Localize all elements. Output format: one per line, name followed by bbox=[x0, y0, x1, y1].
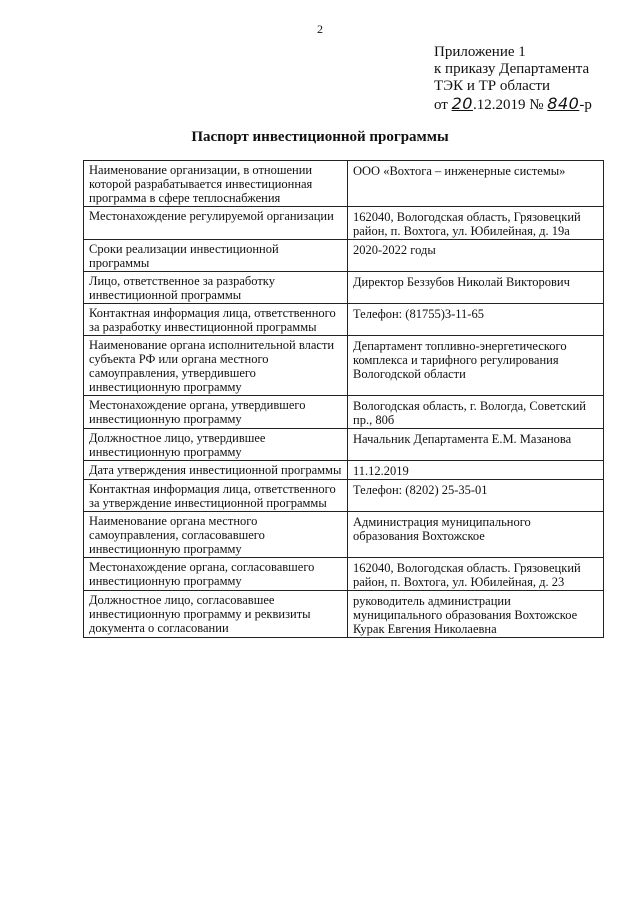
page-number: 2 bbox=[317, 22, 323, 36]
row-label: Наименование организации, в отношении которой разрабатывается инвестиционная программа в сфере теплоснабжения bbox=[84, 161, 348, 207]
order-suffix: -р bbox=[579, 97, 592, 113]
row-value: Департамент топливно-энергетического комплекса и тарифного регулирования Вологодской области bbox=[348, 336, 604, 396]
table-row bbox=[84, 429, 604, 461]
appendix-block bbox=[434, 44, 592, 114]
table-row bbox=[84, 161, 604, 207]
row-label: Наименование органа исполнительной власти субъекта РФ или органа местного самоуправления, утвердившего инвестиционную программу bbox=[84, 336, 348, 396]
row-label: Контактная информация лица, ответственного за разработку инвестиционной программы bbox=[84, 304, 348, 336]
row-value: Телефон: (81755)3-11-65 bbox=[348, 304, 604, 336]
row-value: 162040, Вологодская область, Грязовецкий район, п. Вохтога, ул. Юбилейная, д. 19а bbox=[348, 207, 604, 240]
table-row bbox=[84, 336, 604, 396]
row-value: Администрация муниципального образования Вохтожское bbox=[348, 512, 604, 558]
appendix-line-3: ТЭК и ТР области bbox=[434, 78, 550, 94]
table-row bbox=[84, 240, 604, 272]
row-label: Наименование органа местного самоуправления, согласовавшего инвестиционную программу bbox=[84, 512, 348, 558]
date-prefix: от bbox=[434, 97, 448, 113]
row-value: 2020-2022 годы bbox=[348, 240, 604, 272]
row-value: 11.12.2019 bbox=[348, 461, 604, 480]
row-value: Вологодская область, г. Вологда, Советский пр., 80б bbox=[348, 396, 604, 429]
table-row bbox=[84, 591, 604, 638]
row-value: Телефон: (8202) 25-35-01 bbox=[348, 480, 604, 512]
row-label: Контактная информация лица, ответственного за утверждение инвестиционной программы bbox=[84, 480, 348, 512]
date-rest: .12.2019 № bbox=[472, 97, 544, 113]
appendix-line-2: к приказу Департамента bbox=[434, 61, 590, 77]
row-value: руководитель администрации муниципального образования Вохтожское Курак Евгения Николаевна bbox=[348, 591, 604, 638]
table-row bbox=[84, 480, 604, 512]
passport-table-body bbox=[84, 161, 604, 638]
table-row bbox=[84, 461, 604, 480]
table-row bbox=[84, 207, 604, 240]
table-row bbox=[84, 272, 604, 304]
row-label: Дата утверждения инвестиционной программы bbox=[84, 461, 348, 480]
row-label: Должностное лицо, согласовавшее инвестиционную программу и реквизиты документа о согласовании bbox=[84, 591, 348, 638]
handwritten-order-number: 840 bbox=[547, 94, 580, 113]
passport-table bbox=[83, 160, 604, 638]
row-label: Местонахождение органа, согласовавшего инвестиционную программу bbox=[84, 558, 348, 591]
row-value: ООО «Вохтога – инженерные системы» bbox=[348, 161, 604, 207]
handwritten-day: 20 bbox=[451, 94, 473, 113]
row-value: Начальник Департамента Е.М. Мазанова bbox=[348, 429, 604, 461]
row-label: Должностное лицо, утвердившее инвестиционную программу bbox=[84, 429, 348, 461]
table-row bbox=[84, 396, 604, 429]
table-row bbox=[84, 558, 604, 591]
row-label: Местонахождение регулируемой организации bbox=[84, 207, 348, 240]
row-label: Сроки реализации инвестиционной программы bbox=[84, 240, 348, 272]
table-row bbox=[84, 512, 604, 558]
row-label: Лицо, ответственное за разработку инвестиционной программы bbox=[84, 272, 348, 304]
table-row bbox=[84, 304, 604, 336]
row-value: Директор Беззубов Николай Викторович bbox=[348, 272, 604, 304]
row-label: Местонахождение органа, утвердившего инвестиционную программу bbox=[84, 396, 348, 429]
document-title: Паспорт инвестиционной программы bbox=[191, 129, 449, 145]
row-value: 162040, Вологодская область. Грязовецкий район, п. Вохтога, ул. Юбилейная, д. 23 bbox=[348, 558, 604, 591]
appendix-line-1: Приложение 1 bbox=[434, 44, 526, 60]
appendix-date-line bbox=[434, 95, 592, 114]
